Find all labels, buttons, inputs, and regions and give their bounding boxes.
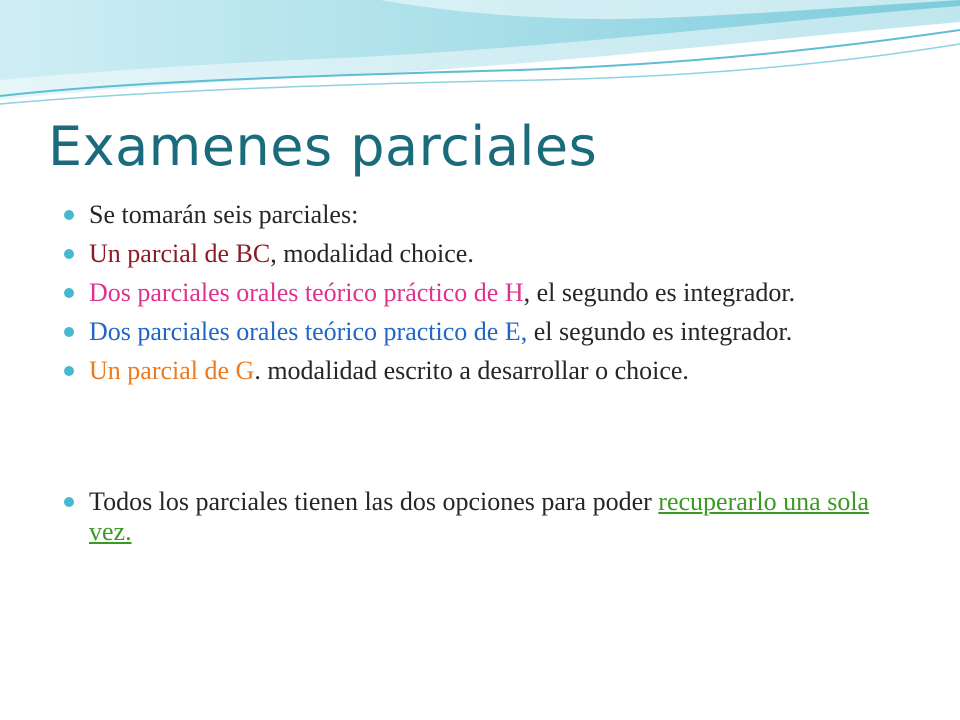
bullet-highlight-bc: Un parcial de BC [89,239,271,268]
bullet-dot-icon [64,288,74,298]
bullet-item [64,317,884,347]
bullet-dot-icon [64,210,74,220]
spacer [64,395,884,487]
bullet-item [64,239,884,269]
bullet-text: Todos los parciales tienen las dos opciones para poder [89,487,659,516]
bullet-text: , el segundo es integrador. [523,278,796,307]
header-wave-decoration [0,0,960,110]
bullet-item [64,200,884,230]
bullet-text: . modalidad escrito a desarrollar o choice. [254,356,689,385]
bullet-text: , modalidad choice. [270,239,474,268]
bullet-highlight-g: Un parcial de G [89,356,255,385]
bullet-text: Se tomarán seis parciales: [89,200,359,229]
bullet-highlight-e: Dos parciales orales teórico practico de E, [89,317,528,346]
bullet-text: el segundo es integrador. [527,317,793,346]
bullet-item [64,356,884,386]
bullet-list [64,200,884,556]
bullet-dot-icon [64,497,74,507]
slide-title: Examenes parciales [48,115,598,178]
bullet-dot-icon [64,249,74,259]
bullet-dot-icon [64,327,74,337]
bullet-item [64,278,884,308]
recuperar-link[interactable]: recuperarlo una sola vez. [89,487,870,546]
bullet-item [64,487,884,547]
bullet-dot-icon [64,366,74,376]
bullet-highlight-h: Dos parciales orales teórico práctico de H [89,278,524,307]
